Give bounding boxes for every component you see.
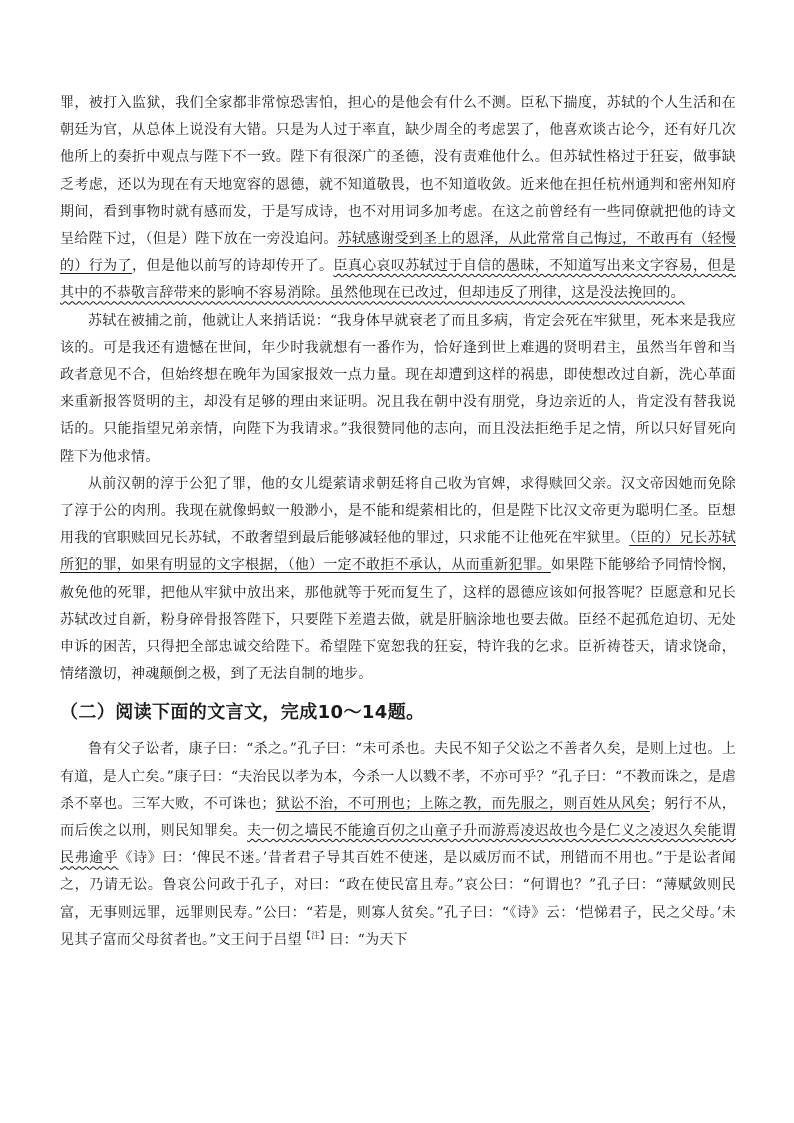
passage2-text-c: ；躬行不从，而后俟之以刑，则民知罪矣。 <box>60 795 737 840</box>
section-2-heading: （二）阅读下面的文言文，完成10～14题。 <box>60 702 425 724</box>
passage1-p3-underlined-sentence: （臣的）兄长苏轼所犯的罪，如果有明显的文字根据，（他）一定不敢拒不承认，从而重新犯罪。 <box>60 530 736 574</box>
passage2-underlined-sentence: 狱讼不治，不可刑也；上陈之教，而先服之，则百姓从风矣 <box>275 795 650 812</box>
passage2-wavy-underlined-punctuation-question: 夫一仞之墙民不能逾百仞之山童子升而游焉凌迟故也今是仁义之凌迟久矣能谓民弗逾乎 <box>60 823 736 867</box>
passage2-text-f: 曰：“为天下 <box>329 931 408 948</box>
passage1-p1-wavy-underlined-sentence: 臣真心哀叹苏轼过于自信的愚昧，不知道写出来文字容易，但是其中的不恭敬言辞带来的影响不容易消除。虽然他现在已改过，但却违反了刑律，这是没法挽回的。 <box>60 258 736 302</box>
passage2-paragraph <box>60 736 736 954</box>
document-page <box>60 90 736 954</box>
passage1-p1-text-c: ，但是他以前写的诗却传开了。 <box>131 258 334 275</box>
passage2-text-a: 鲁有父子讼者，康子曰：“杀之。”孔子曰：“未可杀也。夫民不知子父讼之不善者久矣，是则上过也。上有道，是人亡矣。”康子曰：“夫治民以孝为本，今杀一人以戮不孝，不亦可乎？”孔子曰：“不教而诛之，是虐杀不辜也。三军大败，不可诛也； <box>60 741 736 812</box>
passage1-paragraph-1 <box>60 90 736 308</box>
passage1-p3-text-a: 从前汉朝的淳于公犯了罪，他的女儿缇萦请求朝廷将自己收为官婢，求得赎回父亲。汉文帝因她而免除了淳于公的肉刑。我现在就像蚂蚁一般渺小，是不能和缇萦相比的，但是陛下比汉文帝更为聪明仁圣。臣想用我的官职赎回兄长苏轼，不敢奢望到最后能够减轻他的罪过，只求能不让他死在牢狱里。 <box>60 475 736 547</box>
passage2-text-e: 《诗》曰：‘俾民不迷。’昔者君子导其百姓不使迷，是以威厉而不试，刑错而不用也。”于是讼者闻之，乃请无讼。鲁哀公问政于孔子，对曰：“政在使民富且寿。”哀公曰：“何谓也？”孔子曰：“薄赋敛则民富，无事则远罪，远罪则民寿。”公曰：“若是，则寡人贫矣。”孔子曰：“《诗》云：‘恺悌君子，民之父母。’未见其子富而父母贫者也。”文王问于吕望 <box>60 850 736 948</box>
passage1-paragraph-3 <box>60 471 736 689</box>
footnote-marker: 【注】 <box>301 931 330 942</box>
passage1-p1-text-a: 罪，被打入监狱，我们全家都非常惊恐害怕，担心的是他会有什么不测。臣私下揣度，苏轼的个人生活和在朝廷为官，从总体上说没有大错。只是为人过于率直，缺少周全的考虑罢了，他喜欢谈古论今，还有好几次他所上的奏折中观点与陛下不一致。陛下有很深广的圣德，没有责难他什么。但苏轼性格过于狂妄，做事缺乏考虑，还以为现在有天地宽容的恩德，就不知道敬畏，也不知道收敛。近来他在担任杭州通判和密州知府期间，看到事物时就有感而发，于是写成诗，也不对用词多加考虑。在这之前曾经有一些同僚就把他的诗文呈给陛下过，（但是）陛下放在一旁没追问。 <box>60 95 736 248</box>
passage1-p3-text-c: 如果陛下能够给予同情怜悯，赦免他的死罪，把他从牢狱中放出来，那他就等于死而复生了，这样的恩德应该如何报答呢？臣愿意和兄长苏轼改过自新，粉身碎骨报答陛下，只要陛下差遣去做，就是肝脑涂地也要去做。臣经不起孤危迫切、无处申诉的困苦，只得把全部忠诚交给陛下。希望陛下宽恕我的狂妄，特许我的乞求。臣祈祷苍天，请求饶命，情绪激切，神魂颠倒之极，到了无法自制的地步。 <box>60 557 737 683</box>
passage1-p1-underlined-sentence: 苏轼感谢受到圣上的恩泽，从此常常自己悔过，不敢再有（轻慢的）行为了 <box>60 231 736 275</box>
passage1-paragraph-2: 苏轼在被捕之前，他就让人来捎话说：“我身体早就衰老了而且多病，肯定会死在牢狱里，死本来是我应该的。可是我还有遗憾在世间，年少时我就想有一番作为，恰好逢到世上难遇的贤明君主，虽然当年曾和当政者意见不合，但始终想在晚年为国家报效一点力量。现在却遭到这样的祸患，即使想改过自新，洗心革面来重新报答贤明的主，却没有足够的理由来证明。况且我在朝中没有朋党，身边亲近的人，肯定没有替我说话的。只能指望兄弟亲情，向陛下为我请求。”我很赞同他的志向，而且没法拒绝手足之情，所以只好冒死向陛下为他求情。 <box>60 312 736 465</box>
